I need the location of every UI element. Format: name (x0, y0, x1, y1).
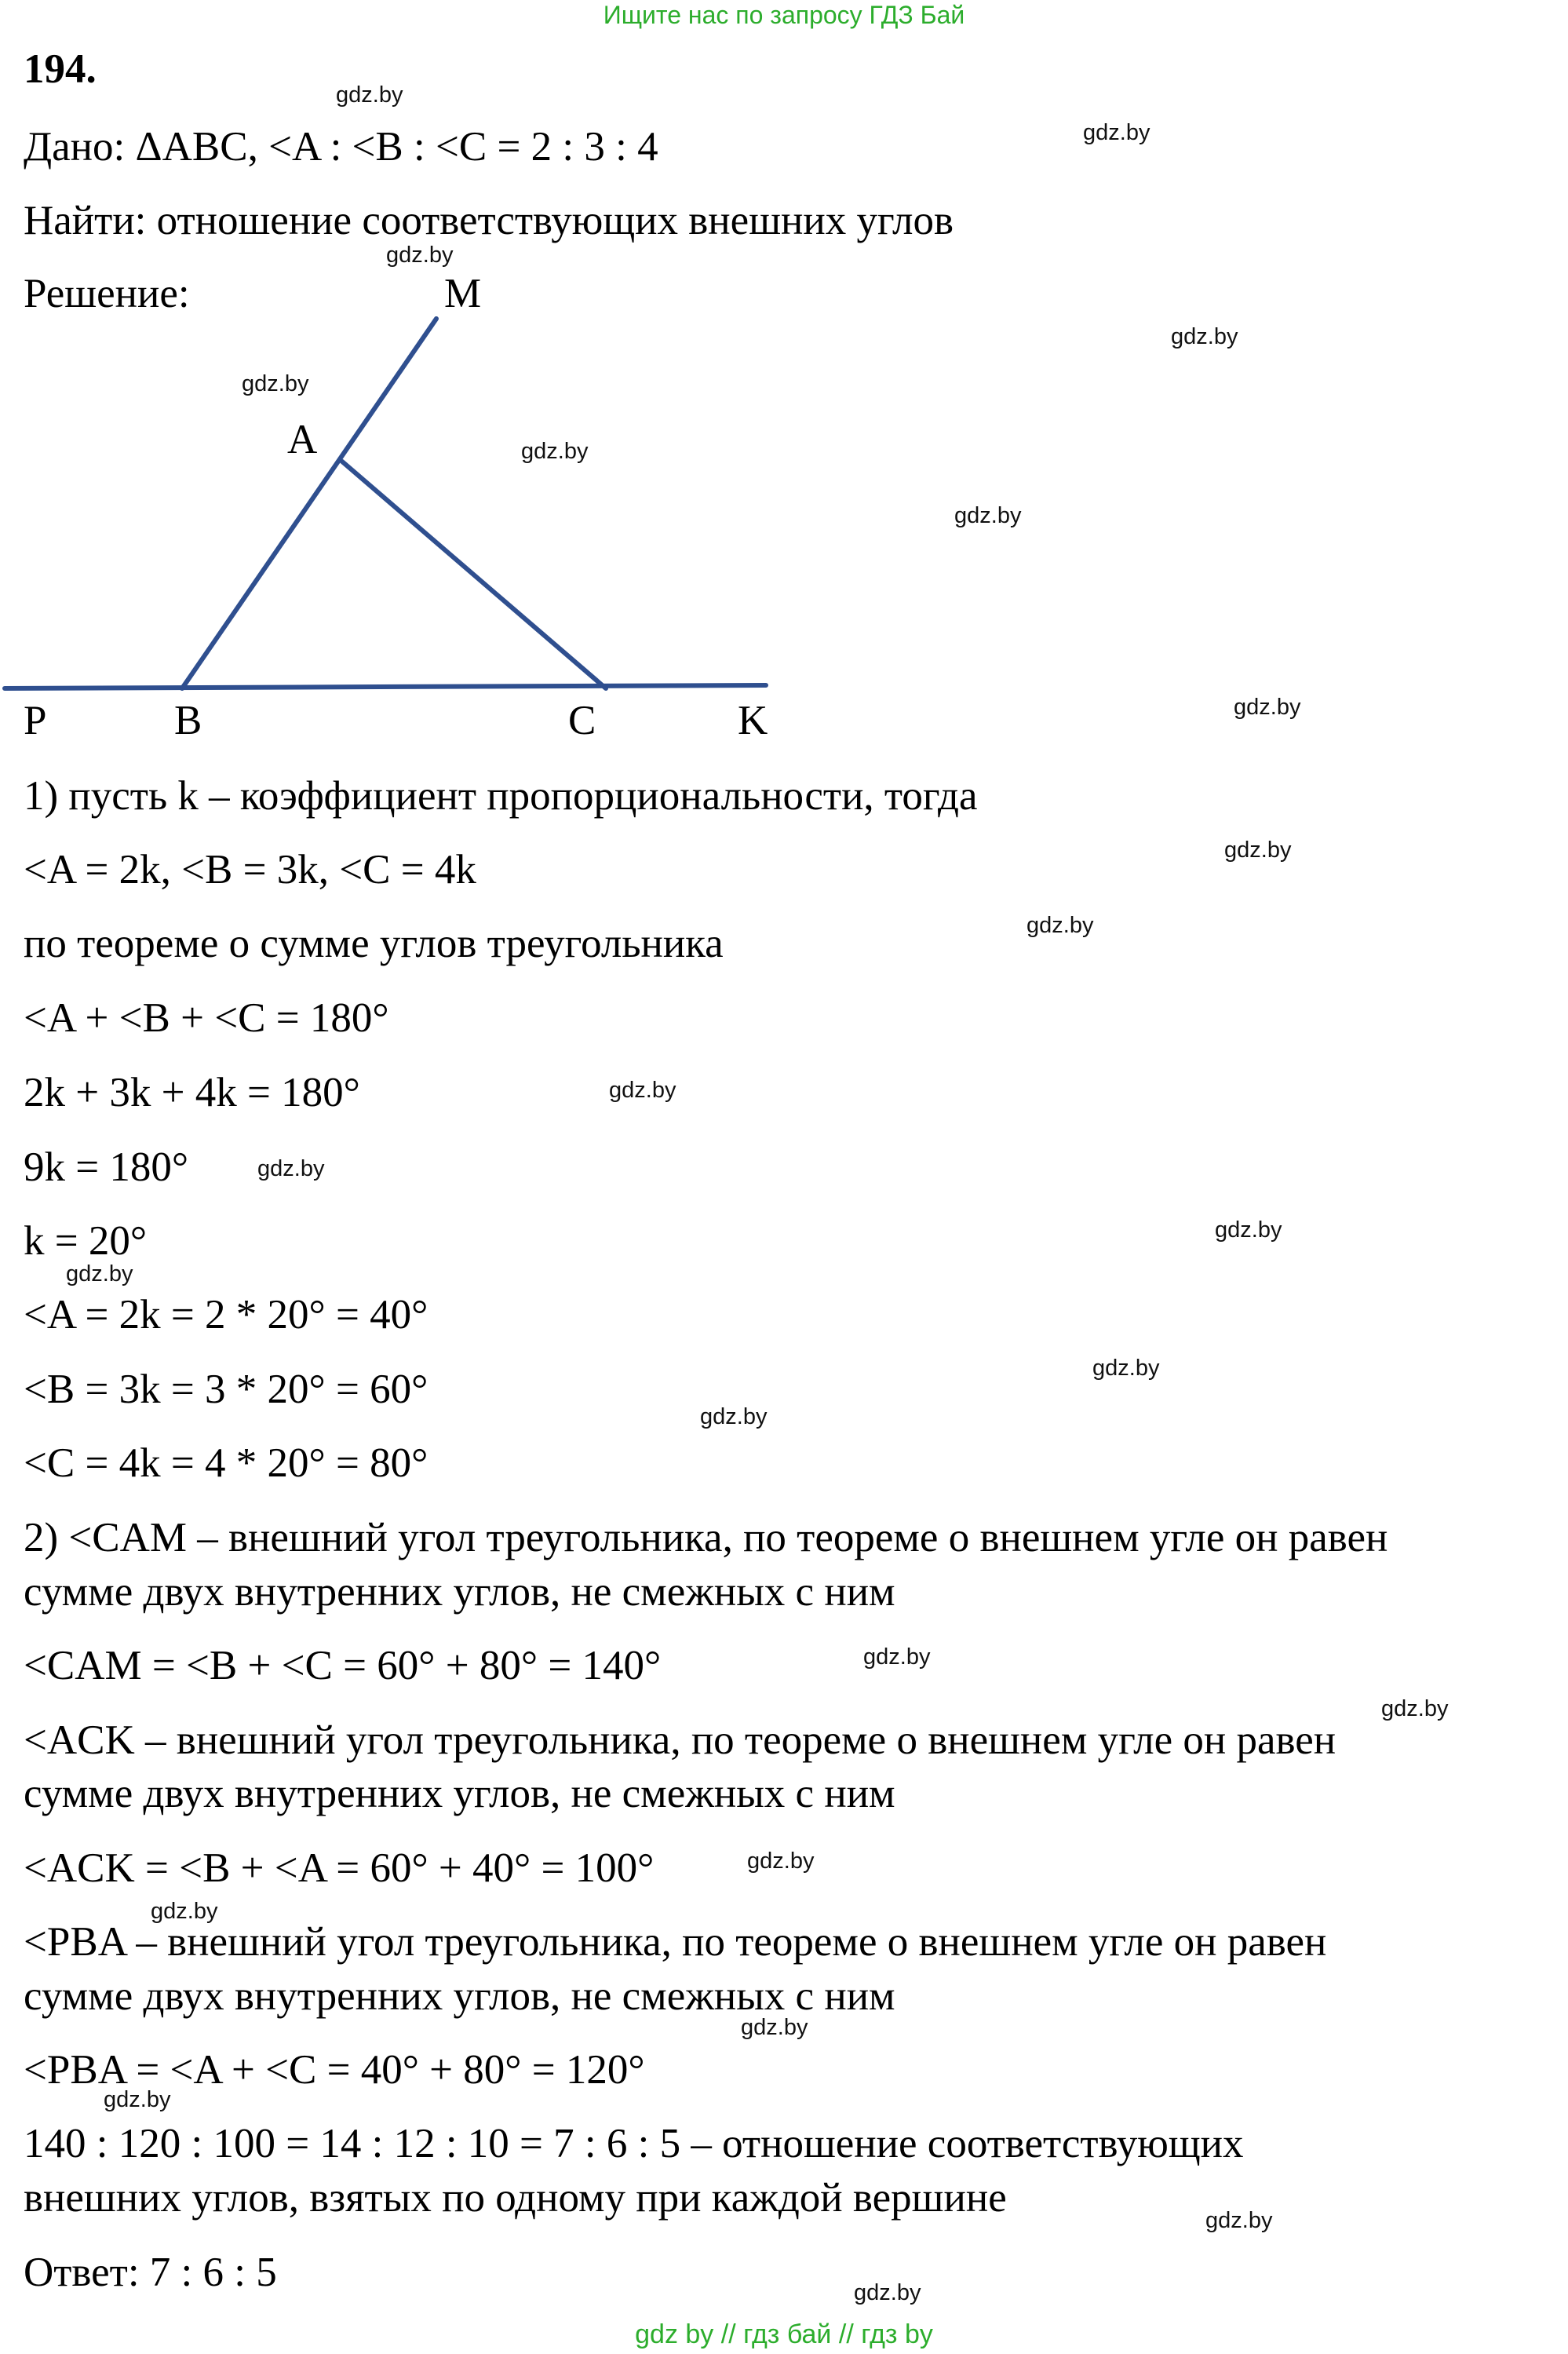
watermark: gdz.by (386, 243, 454, 268)
watermark: gdz.by (609, 1078, 676, 1103)
watermark: gdz.by (1026, 913, 1094, 938)
solution-line: <CAM = <B + <C = 60° + 80° = 140° (24, 1643, 662, 1688)
solution-line: 9k = 180° (24, 1144, 189, 1190)
label-m: M (444, 271, 482, 316)
watermark: gdz.by (1381, 1696, 1449, 1721)
line-bm (182, 319, 436, 688)
watermark: gdz.by (104, 2087, 171, 2112)
solution-line: сумме двух внутренних углов, не смежных с ним (24, 1973, 895, 2019)
solution-line: 140 : 120 : 100 = 14 : 12 : 10 = 7 : 6 : 5 – отношение соответствующих (24, 2121, 1244, 2166)
solution-line: <ACK – внешний угол треугольника, по теореме о внешнем угле он равен (24, 1717, 1336, 1763)
solution-line: <A = 2k, <B = 3k, <C = 4k (24, 847, 476, 892)
problem-number: 194. (24, 46, 97, 92)
watermark: gdz.by (747, 1849, 815, 1874)
watermark: gdz.by (854, 2280, 921, 2305)
solution-line: <A + <B + <C = 180° (24, 995, 389, 1041)
solution-line: сумме двух внутренних углов, не смежных с ним (24, 1771, 895, 1816)
line-ac (342, 462, 606, 688)
watermark: gdz.by (1234, 695, 1301, 720)
label-k: K (738, 698, 768, 743)
watermark: gdz.by (1092, 1356, 1160, 1381)
triangle-diagram (0, 275, 785, 714)
watermark: gdz.by (954, 503, 1022, 528)
watermark: gdz.by (521, 439, 589, 464)
given-line: Дано: ΔABC, <A : <B : <C = 2 : 3 : 4 (24, 124, 658, 170)
line-pk (5, 685, 766, 688)
solution-line: сумме двух внутренних углов, не смежных с ним (24, 1569, 895, 1615)
solution-line: <PBA = <A + <C = 40° + 80° = 120° (24, 2047, 645, 2093)
label-a: A (287, 417, 318, 462)
watermark: gdz.by (1224, 838, 1292, 863)
watermark: gdz.by (700, 1404, 768, 1429)
solution-line: <PBA – внешний угол треугольника, по теореме о внешнем угле он равен (24, 1919, 1327, 1965)
watermark: gdz.by (741, 2015, 808, 2040)
solution-line: 2k + 3k + 4k = 180° (24, 1070, 360, 1115)
label-b: B (174, 698, 202, 743)
watermark: gdz.by (1215, 1217, 1282, 1243)
watermark: gdz.by (1205, 2208, 1273, 2233)
footer-links[interactable]: gdz by // гдз бай // гдз by (635, 2319, 933, 2349)
solution-line: 1) пусть k – коэффициент пропорциональности, тогда (24, 773, 978, 819)
solution-line: по теореме о сумме углов треугольника (24, 921, 724, 966)
label-c: C (568, 698, 596, 743)
watermark: gdz.by (863, 1644, 931, 1670)
solution-line: k = 20° (24, 1218, 148, 1264)
watermark: gdz.by (257, 1156, 325, 1181)
label-p: P (24, 698, 47, 743)
watermark: gdz.by (1083, 120, 1150, 145)
solution-label: Решение: (24, 271, 190, 316)
watermark: gdz.by (1171, 324, 1238, 349)
solution-line: 2) <CAM – внешний угол треугольника, по теореме о внешнем угле он равен (24, 1515, 1388, 1560)
watermark: gdz.by (66, 1261, 133, 1286)
solution-line: <C = 4k = 4 * 20° = 80° (24, 1440, 428, 1486)
solution-line: внешних углов, взятых по одному при каждой вершине (24, 2175, 1007, 2221)
find-line: Найти: отношение соответствующих внешних углов (24, 198, 954, 243)
watermark: gdz.by (242, 371, 309, 396)
watermark: gdz.by (336, 82, 403, 108)
answer-line: Ответ: 7 : 6 : 5 (24, 2250, 277, 2295)
solution-line: <ACK = <B + <A = 60° + 40° = 100° (24, 1845, 655, 1891)
search-banner[interactable]: Ищите нас по запросу ГДЗ Бай (603, 1, 965, 29)
solution-line: <A = 2k = 2 * 20° = 40° (24, 1292, 428, 1338)
solution-line: <B = 3k = 3 * 20° = 60° (24, 1367, 428, 1412)
watermark: gdz.by (151, 1899, 218, 1924)
